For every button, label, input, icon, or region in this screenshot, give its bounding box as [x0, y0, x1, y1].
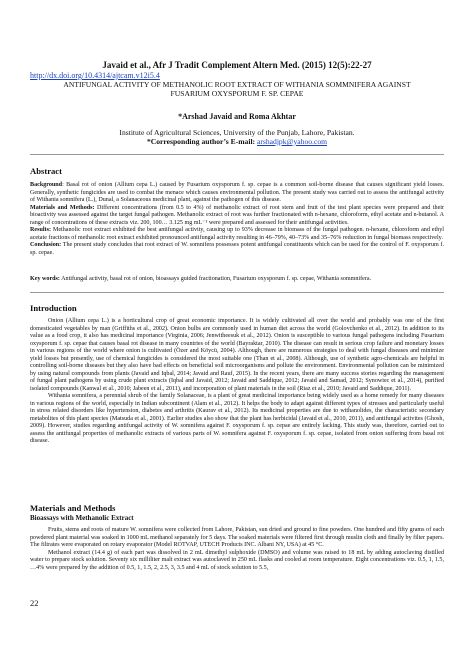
materials-body	[30, 527, 444, 572]
corresponding-label: *Corresponding author’s E-mail:	[146, 137, 256, 146]
abstract-body	[30, 182, 444, 257]
introduction-body	[30, 318, 444, 446]
background-text: : Basal rot of onion (Allium cepa L.) caused by Fusarium oxysporum f. sp. cepae is a common soil-borne disease that causes significant yield losses. Generally, synthetic fungicides are used to combat the menace which causes environmental pollution. The present study was carried out to assess the antifungal activity of Withania somnifera (L.), Dunal, a Solanaceous medicinal plant, against the pathogen of this disease.	[30, 182, 444, 203]
affiliation-block	[0, 128, 474, 146]
corresponding-author	[0, 137, 474, 146]
author-email-link[interactable]: arshadjpk@yahoo.com	[257, 137, 328, 146]
materials-paragraph-2: Methanol extract (14.4 g) of each part was dissolved in 2 mL dimethyl sulphoxide (DMSO) and volume was raised to 18 mL by adding autoclaving distilled water to prepare stock solution. Seventy six milliliter malt extract was autoclaved in 250 mL flasks and cooled at room temperature. Eight concentrations viz. 0.5, 1, 1.5, …4% were prepared by the addition of 0.5, 1, 1.5, 2, 2.5, 3, 3.5 and 4 mL of stock solution to 5.5,	[30, 549, 444, 571]
conclusion-label: Conclusion:	[30, 242, 62, 248]
materials-text: Different concentrations (from 0.5 to 4%) of methanolic extract of root stem and fruit of the test plant species were prepared and their bioactivity was assessed against the target fungal pathogen. Methanolic extract of root was further fractionated with n-hexane, chloroform, ethyl acetate and n-butanol. A range of concentrations of these extracts viz. 200, 100… 3.125 mg mL⁻¹ were prepared and assessed for their antifungal activities.	[30, 204, 445, 226]
affiliation: Institute of Agricultural Sciences, University of the Punjab, Lahore, Pakistan.	[119, 128, 355, 137]
abstract-conclusion	[30, 242, 444, 257]
keywords-label: Key words:	[30, 276, 60, 282]
results-text: Methanolic root extract exhibited the best antifungal activity, causing up to 93% decrease in biomass of the fungal pathogen. n-hexane, chloroform and ethyl acetate fractions of methanolic root extract exhibited pronounced antifungal activity resulting in 46–79%, 40–73% and 35–76% reduction in fungal biomass respectively.	[30, 227, 444, 241]
author-names: *Arshad Javaid and Roma Akhtar	[178, 112, 296, 121]
paper-title	[30, 80, 444, 98]
materials-paragraph-1: Fruits, stems and roots of mature W. somnifera were collected from Lahore, Pakistan, sun dried and ground to fine powders. One hundred and fifty grams of each powdered plant material was soaked in 1000 mL methanol separately for 5 days. The soaked materials were filtered first through muslin cloth and finally by filter papers. The filtrates were evaporated on rotary evaporator (Model ROTVAP, UTECH Products INC. Albani NY, USA) at 45 °C.	[30, 527, 444, 548]
background-label: Background	[30, 182, 63, 188]
title-line-1: ANTIFUNGAL ACTIVITY OF METHANOLIC ROOT EXTRACT OF WITHANIA SOMMNIFERA AGAINST	[63, 80, 411, 89]
keywords-text: Antifungal activity, basal rot of onion, bioassays guided fractionation, Fusarium oxysporum f. sp. cepae, Withania sommnifera.	[59, 276, 372, 282]
conclusion-text: The present study concludes that root extract of W. somnifera possesses potent antifungal constituents which can be used for the control of F. oxysporum f. sp. cepae.	[30, 242, 444, 256]
introduction-heading: Introduction	[30, 303, 77, 313]
journal-citation: Javaid et al., Afr J Tradit Complement Altern Med. (2015) 12(5):22-27	[102, 60, 372, 70]
introduction-paragraph-2: Withania somnifera, a perennial shrub of the family Solanaceae, is a plant of great medicinal importance being widely used as a home remedy for many diseases in various regions of the world, especially in Indian subcontinent (Alam et al., 2012). It helps the body to adapt against different types of stresses and particularly useful in stress related disorders like hypertension, diabetes and arthritis (Kaurav et al., 2012). Its medicinal properties are due to withanolides, the characteristic secondary metabolites of this plant species (Matsuda et al., 2001). Earlier studies also show that the plant has herbicidal (Javaid et al., 2010, 2011), and antifungal activites (Ghosh, 2009). However, studies regarding antifungal activity of W. somnifera against F. oxysporum f. sp. cepae are entirely lacking. This study was, therefore, carried out to assess the antifungal properties of methanolic extracts of various parts of W. somnifera against F. oxysporum f. sp. cepae, isolated from onion suffering from basal rot disease.	[30, 393, 444, 444]
keywords	[30, 276, 444, 284]
doi-link[interactable]: http://dx.doi.org/10.4314/ajtcam.v12i5.4	[30, 71, 160, 80]
results-label: Results:	[30, 227, 51, 233]
abstract-results	[30, 227, 444, 242]
page-number: 22	[30, 598, 39, 608]
abstract-heading: Abstract	[30, 166, 62, 176]
introduction-paragraph-1: Onion (Allium cepa L.) is a horticultural crop of great economic importance. It is widely cultivated all over the world and probably was one of the first domesticated vegetables by man (Griffiths et al., 2002). Onion bulbs are commonly used in human diet across the world (Golovchenko et al., 2012). In addition to its value as a food crop, it also has medicinal importance (Virginia, 2006; Jenwitheesuk et al., 2012). Onion is susceptible to various fungal pathogens including Fusarium oxysporum f. sp. cepae that causes basal rot disease in many countries of the world (Bayraktar, 2010). The disease can result in serious crop failure and monetary losses in various regions of the world where onion is cultivated (Özer and Köycü, 2004). Although, there are numerous strategies to deal with fungal diseases and minimize yield losses but presently, use of chemical fungicides is considered the most suitable one (Than et al., 2008). Although, use of synthetic agro-chemicals are helpful in controlling soil-borne diseases but they also have bad effects on beneficial soil microorganisms and pollute the environment. Environmental pollution can be minimized by using natural compounds from plants (Javaid and Iqbal, 2014; Javaid and Rauf, 2015). In the recent years, there are many success stories regarding the management of fungal plant pathogens by using crude plant extracts (Iqbal and Javaid, 2012; Javaid and Saddique, 2012; Javaid and Samad, 2012; Synowiec et al., 2014), purified isolated compounds (Kanwal et al., 2010; Jabeen et al., 2011), and incorporation of plant materials in the soil (Riaz et al., 2010; Javaid and Saddique, 2011).	[30, 318, 444, 392]
materials-heading: Materials and Methods	[30, 503, 116, 513]
title-line-2: FUSARIUM OXYSPORUM F. SP. CEPAE	[170, 89, 304, 98]
abstract-materials	[30, 205, 444, 228]
materials-label: Materials and Methods:	[30, 204, 95, 211]
divider-top	[30, 154, 444, 155]
bioassays-subheading: Bioassays with Methanolic Extract	[30, 514, 134, 522]
divider-bottom	[30, 292, 444, 293]
abstract-background	[30, 182, 444, 205]
